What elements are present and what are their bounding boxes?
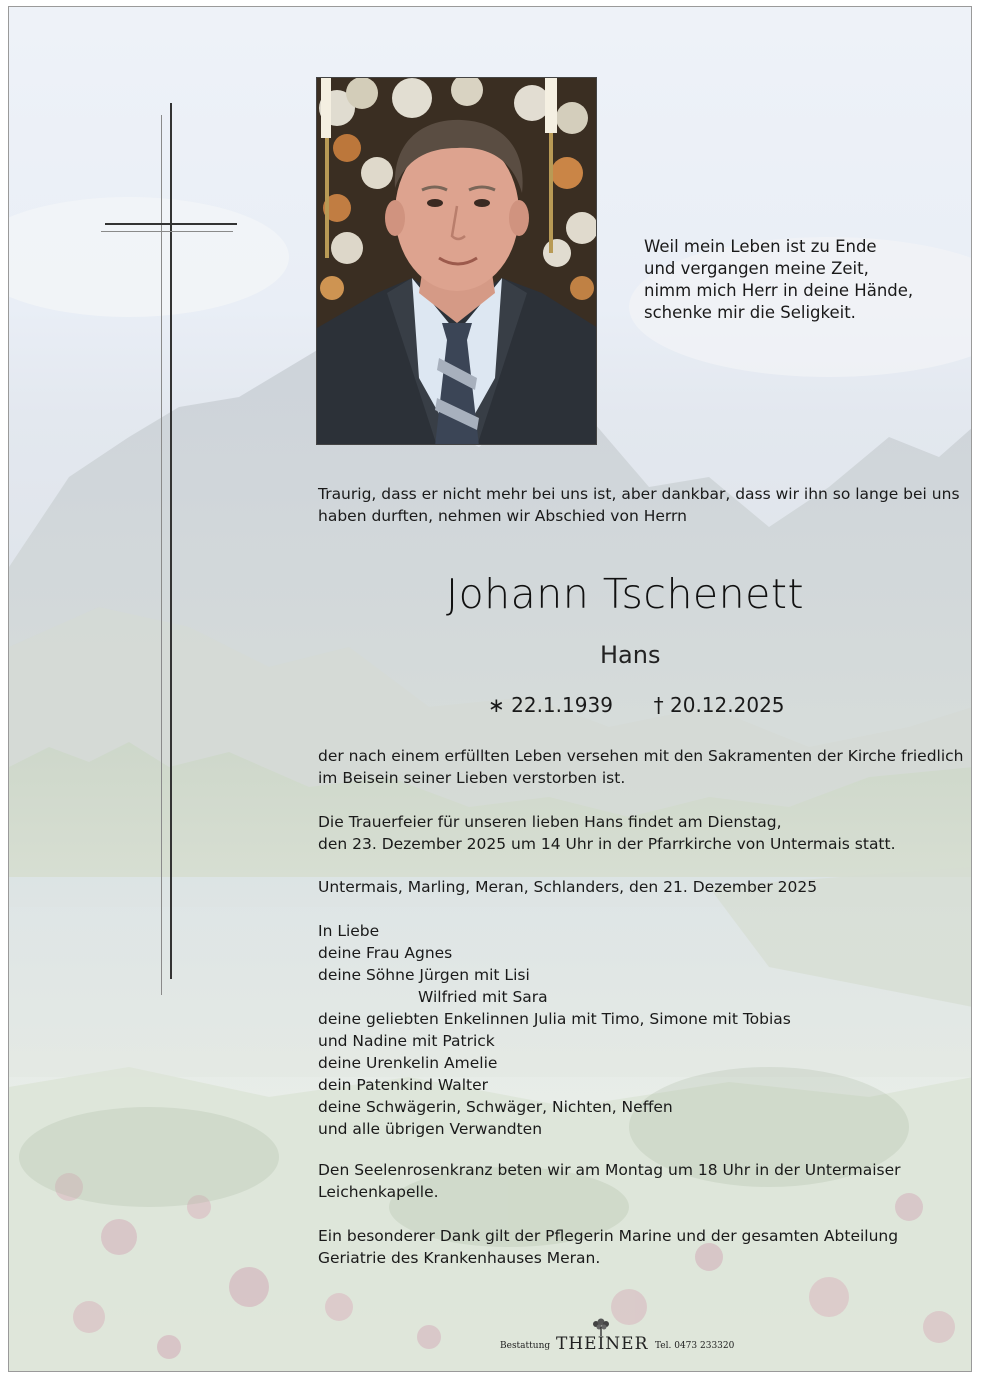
- place-date: Untermais, Marling, Meran, Schlanders, den 21. Dezember 2025: [318, 878, 818, 896]
- rosary-text: [318, 1159, 901, 1203]
- death-symbol: †: [653, 693, 664, 717]
- birth-symbol: ∗: [488, 693, 505, 717]
- intro-line: Traurig, dass er nicht mehr bei uns ist, aber dankbar, dass wir ihn so lange bei uns: [318, 485, 960, 503]
- cross-vertical-thin: [161, 115, 162, 995]
- mourner-line: deine Schwägerin, Schwäger, Nichten, Neffen: [318, 1098, 673, 1116]
- mourner-line: deine Urenkelin Amelie: [318, 1054, 498, 1072]
- intro-text: [318, 483, 960, 527]
- mourner-line: Wilfried mit Sara: [418, 988, 548, 1006]
- mourner-line: deine Frau Agnes: [318, 944, 453, 962]
- poem-line: nimm mich Herr in deine Hände,: [644, 281, 914, 300]
- cross-horizontal: [105, 223, 237, 225]
- funeral-text: [318, 811, 896, 855]
- text-line: Den Seelenrosenkranz beten wir am Montag um 18 Uhr in der Untermaiser: [318, 1161, 901, 1179]
- footer-prefix: Bestattung: [500, 1341, 551, 1351]
- mourner-line: dein Patenkind Walter: [318, 1076, 489, 1094]
- text-line: Ein besonderer Dank gilt der Pflegerin Marine und der gesamten Abteilung: [318, 1227, 899, 1245]
- deceased-nickname: Hans: [600, 641, 661, 669]
- cross-vertical: [170, 103, 172, 979]
- mourner-line: deine geliebten Enkelinnen Julia mit Timo, Simone mit Tobias: [318, 1010, 791, 1028]
- birth-date: 22.1.1939: [511, 693, 613, 717]
- footer-phone: Tel. 0473 233320: [655, 1341, 735, 1351]
- footer-brand: THEINER: [556, 1334, 649, 1354]
- poem-line: und vergangen meine Zeit,: [644, 259, 869, 278]
- poem-line: Weil mein Leben ist zu Ende: [644, 237, 877, 256]
- cross-horizontal-thin: [101, 231, 233, 232]
- life-dates: [488, 693, 785, 717]
- deceased-name: Johann Tschenett: [446, 570, 805, 618]
- mourner-line: In Liebe: [318, 922, 380, 940]
- passing-text: [318, 745, 964, 789]
- text-line: der nach einem erfüllten Leben versehen mit den Sakramenten der Kirche friedlich: [318, 747, 964, 765]
- mourner-line: und Nadine mit Patrick: [318, 1032, 495, 1050]
- mourner-line: deine Söhne Jürgen mit Lisi: [318, 966, 530, 984]
- poem: [644, 236, 913, 324]
- mourners-list: [318, 920, 791, 1140]
- portrait-photo: [316, 77, 597, 445]
- text-line: Die Trauerfeier für unseren lieben Hans findet am Dienstag,: [318, 813, 782, 831]
- text-line: den 23. Dezember 2025 um 14 Uhr in der Pfarrkirche von Untermais statt.: [318, 835, 896, 853]
- poem-line: schenke mir die Seligkeit.: [644, 303, 856, 322]
- text-line: im Beisein seiner Lieben verstorben ist.: [318, 769, 626, 787]
- text-line: Geriatrie des Krankenhauses Meran.: [318, 1249, 601, 1267]
- death-date: 20.12.2025: [670, 693, 785, 717]
- mourner-line: und alle übrigen Verwandten: [318, 1120, 543, 1138]
- intro-line: haben durften, nehmen wir Abschied von Herrn: [318, 507, 687, 525]
- funeral-home-footer: [500, 1318, 760, 1358]
- text-line: Leichenkapelle.: [318, 1183, 439, 1201]
- thanks-text: [318, 1225, 898, 1269]
